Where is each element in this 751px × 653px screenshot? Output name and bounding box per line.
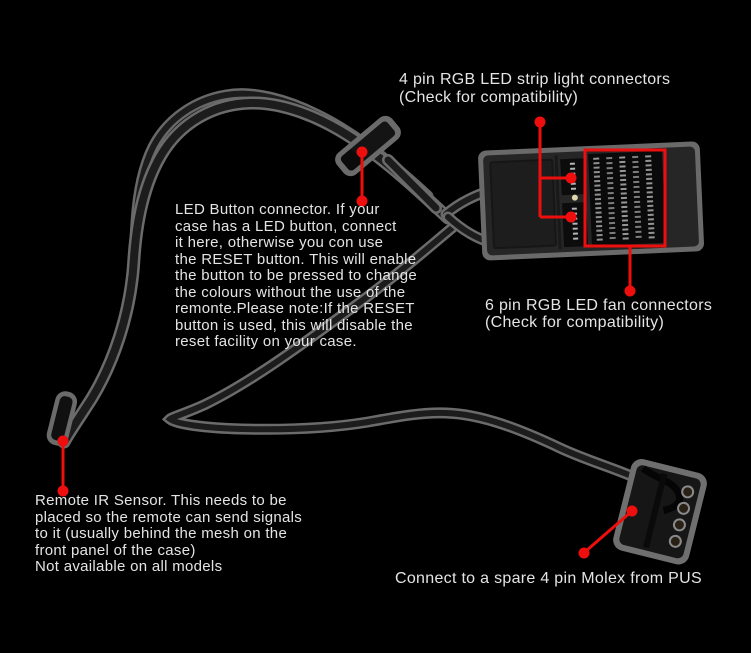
note-line: 6 pin RGB LED fan connectors — [485, 297, 713, 314]
molex-note — [395, 570, 702, 588]
cable-led-branch-core — [388, 160, 436, 208]
note-line: (Check for compatibility) — [485, 314, 665, 331]
note-line: it here, otherwise you con use — [175, 234, 384, 251]
note-line: reset facility on your case. — [175, 333, 357, 350]
callout-dot — [58, 436, 69, 447]
note-line: remonte.Please note:If the RESET — [175, 300, 415, 317]
callout-dot — [535, 117, 546, 128]
ir-sensor-note — [35, 493, 302, 576]
callout-dot — [579, 548, 590, 559]
note-line: Not available on all models — [35, 558, 223, 575]
note-line: front panel of the case) — [35, 541, 196, 559]
controller-box — [478, 141, 705, 261]
note-line: case has a LED button, connect — [175, 217, 397, 235]
callout-dot — [566, 212, 577, 223]
note-line: the button to be pressed to change — [175, 267, 418, 284]
note-line: 4 pin RGB LED strip light connectors — [399, 71, 671, 88]
note-line: the RESET button. This will enable — [175, 250, 417, 268]
note-line: Remote IR Sensor. This needs to be — [35, 492, 287, 509]
controller-box-left-panel — [490, 160, 556, 249]
note-line: the colours without the use of the — [175, 283, 406, 301]
note-line: to it (usually behind the mesh on the — [35, 525, 288, 542]
fan-connectors-note — [485, 297, 712, 331]
strip-connectors-note — [399, 71, 670, 107]
note-line: Connect to a spare 4 pin Molex from PUS — [395, 570, 702, 587]
note-line: button is used, this will disable the — [175, 316, 413, 334]
callout-dot — [627, 506, 638, 517]
fan-headers-block — [588, 151, 666, 246]
led-button-note — [175, 202, 417, 351]
callout-led-button — [357, 147, 368, 207]
callout-dot — [357, 147, 368, 158]
callout-dot — [566, 173, 577, 184]
callout-ir-sensor — [58, 436, 69, 497]
note-line: placed so the remote can send signals — [35, 508, 303, 526]
callout-dot — [625, 286, 636, 297]
note-line: LED Button connector. If your — [175, 201, 380, 218]
note-line: (Check for compatibility) — [399, 89, 579, 106]
